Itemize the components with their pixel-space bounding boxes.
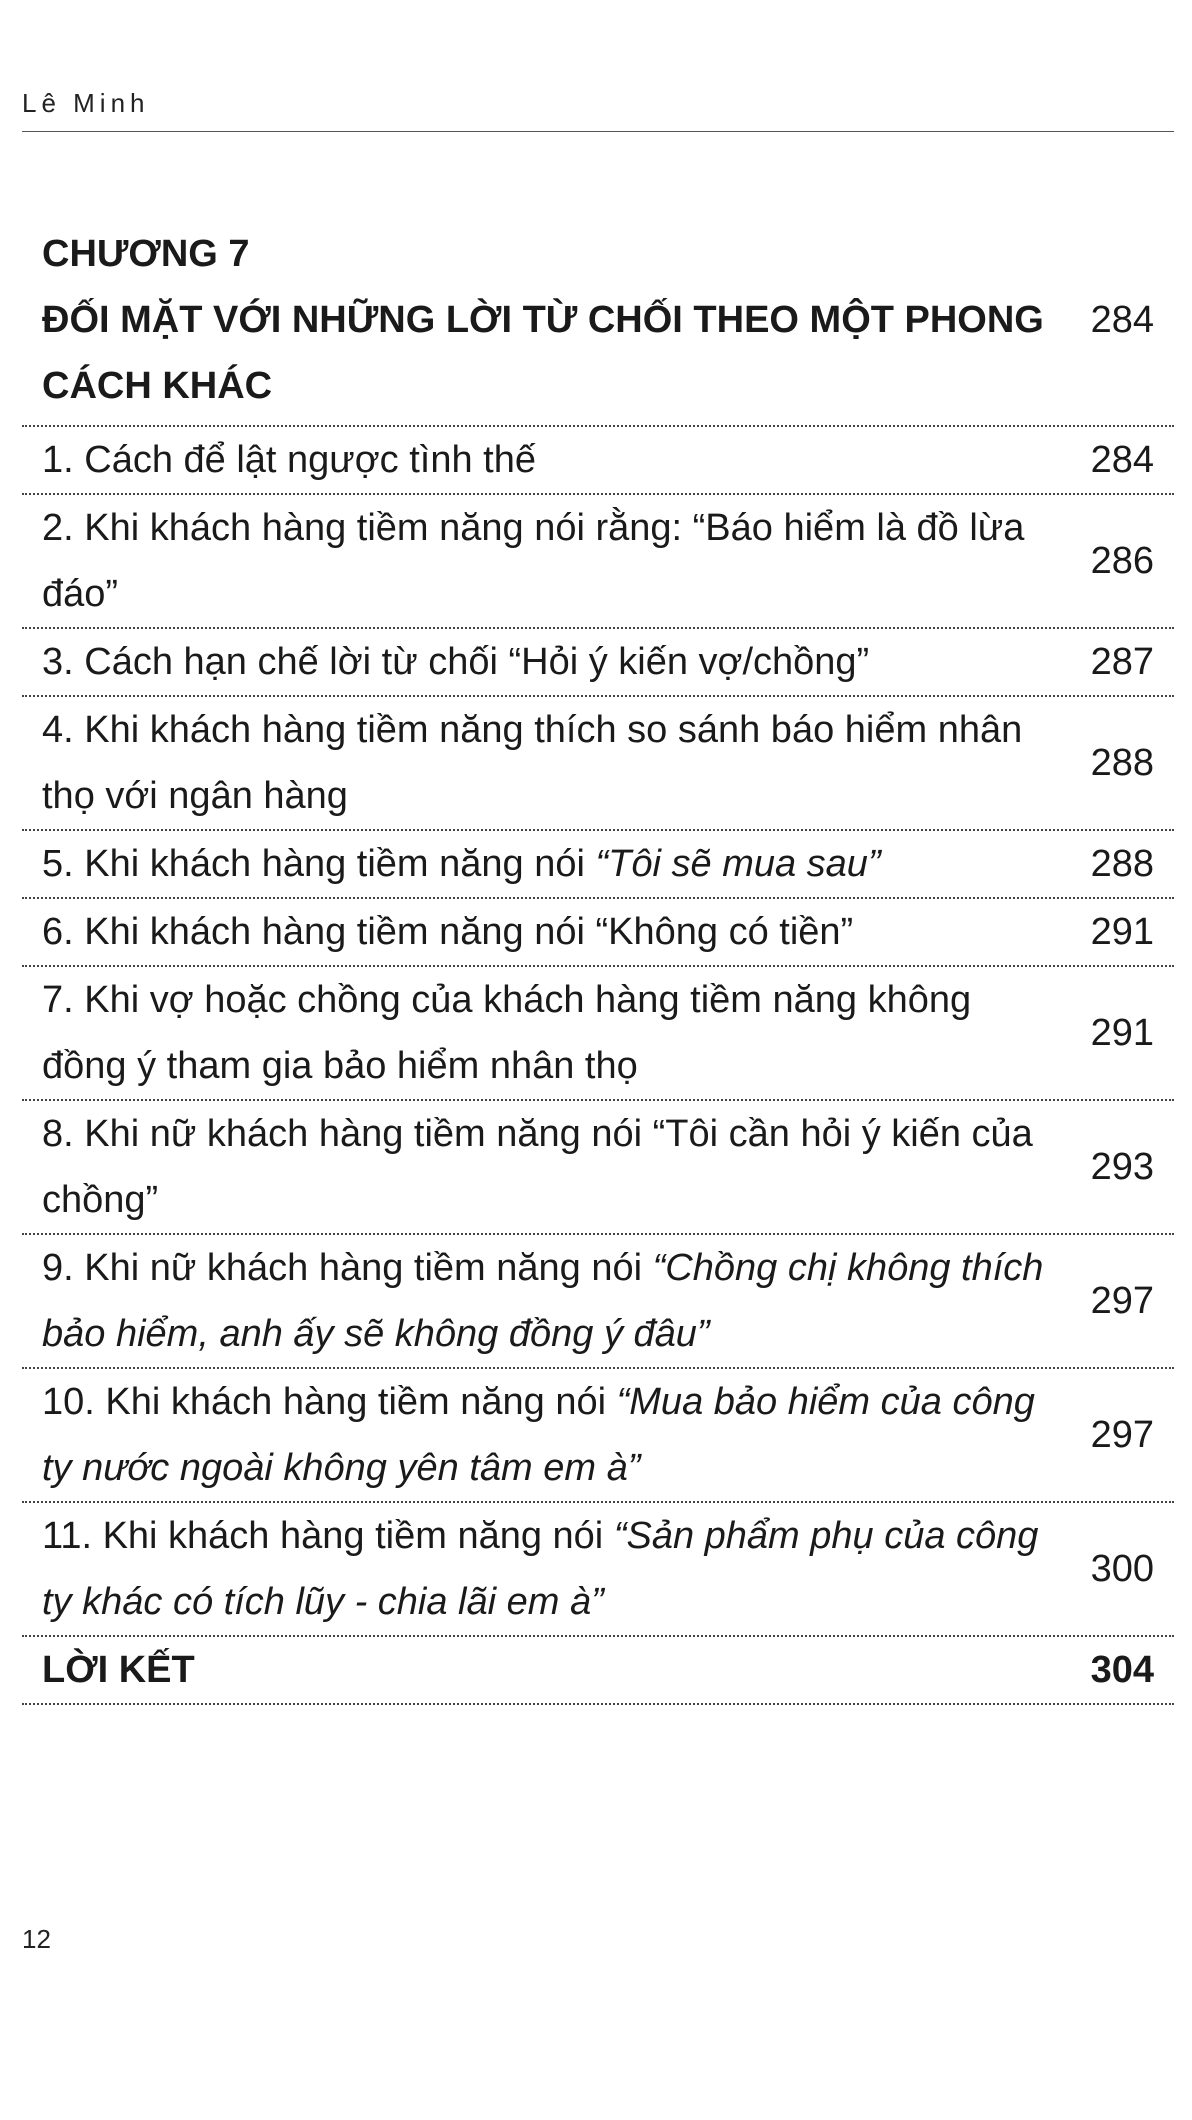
entry-title: 8. Khi nữ khách hàng tiềm năng nói “Tôi cần hỏi ý kiến của chồng”	[42, 1113, 1033, 1221]
entry-page: 284	[1090, 439, 1154, 481]
entry-page: 287	[1090, 641, 1154, 683]
entry-page: 291	[1090, 911, 1154, 953]
toc-entry-1[interactable]	[22, 427, 1174, 495]
header-rule	[22, 131, 1174, 132]
toc-entry-4[interactable]	[22, 697, 1174, 831]
toc-entry-9[interactable]	[22, 1235, 1174, 1369]
toc-entry-10[interactable]	[22, 1369, 1174, 1503]
toc-entry-6[interactable]	[22, 899, 1174, 967]
page-number: 12	[22, 1924, 51, 1954]
toc-entry-7[interactable]	[22, 967, 1174, 1101]
entry-title: 6. Khi khách hàng tiềm năng nói “Không có tiền”	[42, 911, 854, 953]
entry-title: 11. Khi khách hàng tiềm năng nói	[42, 1515, 614, 1557]
entry-title: 1. Cách để lật ngược tình thế	[42, 439, 536, 481]
toc-entry-11[interactable]	[22, 1503, 1174, 1637]
entry-title: 9. Khi nữ khách hàng tiềm năng nói	[42, 1247, 653, 1289]
entry-quote: “Sản phẩm phụ của công ty khác có tích lũy - chia lãi em à”	[42, 1515, 1039, 1623]
toc-entry-5[interactable]	[22, 831, 1174, 899]
toc-closing-row[interactable]	[22, 1637, 1174, 1705]
entry-quote: “Mua bảo hiểm của công ty nước ngoài không yên tâm em à”	[42, 1381, 1035, 1489]
entry-page: 300	[1090, 1548, 1154, 1590]
entry-page: 288	[1090, 742, 1154, 784]
entry-quote: “Tôi sẽ mua sau”	[595, 843, 881, 885]
entry-title: 10. Khi khách hàng tiềm năng nói	[42, 1381, 617, 1423]
toc-entry-3[interactable]	[22, 629, 1174, 697]
closing-title: LỜI KẾT	[42, 1649, 195, 1691]
entry-quote: “Chồng chị không thích bảo hiểm, anh ấy sẽ không đồng ý đâu”	[42, 1247, 1044, 1355]
entry-page: 297	[1090, 1414, 1154, 1456]
chapter-heading	[42, 221, 1052, 419]
entry-page: 293	[1090, 1146, 1154, 1188]
toc-entry-8[interactable]	[22, 1101, 1174, 1235]
chapter-title: ĐỐI MẶT VỚI NHỮNG LỜI TỪ CHỐI THEO MỘT PHONG CÁCH KHÁC	[42, 299, 1044, 407]
entry-title: 2. Khi khách hàng tiềm năng nói rằng: “Báo hiểm là đồ lừa đáo”	[42, 507, 1025, 615]
toc-chapter-row[interactable]	[22, 218, 1174, 427]
table-of-contents	[22, 218, 1174, 1705]
entry-title: 3. Cách hạn chế lời từ chối “Hỏi ý kiến vợ/chồng”	[42, 641, 870, 683]
running-head: Lê Minh	[22, 88, 150, 118]
entry-title: 5. Khi khách hàng tiềm năng nói	[42, 843, 596, 885]
entry-page: 288	[1090, 843, 1154, 885]
toc-entry-2[interactable]	[22, 495, 1174, 629]
chapter-page: 284	[1090, 299, 1154, 341]
entry-page: 291	[1090, 1012, 1154, 1054]
closing-page: 304	[1090, 1649, 1154, 1691]
chapter-label: CHƯƠNG 7	[42, 233, 250, 275]
entry-page: 297	[1090, 1280, 1154, 1322]
entry-title: 7. Khi vợ hoặc chồng của khách hàng tiềm năng không đồng ý tham gia bảo hiểm nhân thọ	[42, 979, 972, 1087]
entry-page: 286	[1090, 540, 1154, 582]
entry-title: 4. Khi khách hàng tiềm năng thích so sánh báo hiểm nhân thọ với ngân hàng	[42, 709, 1023, 817]
